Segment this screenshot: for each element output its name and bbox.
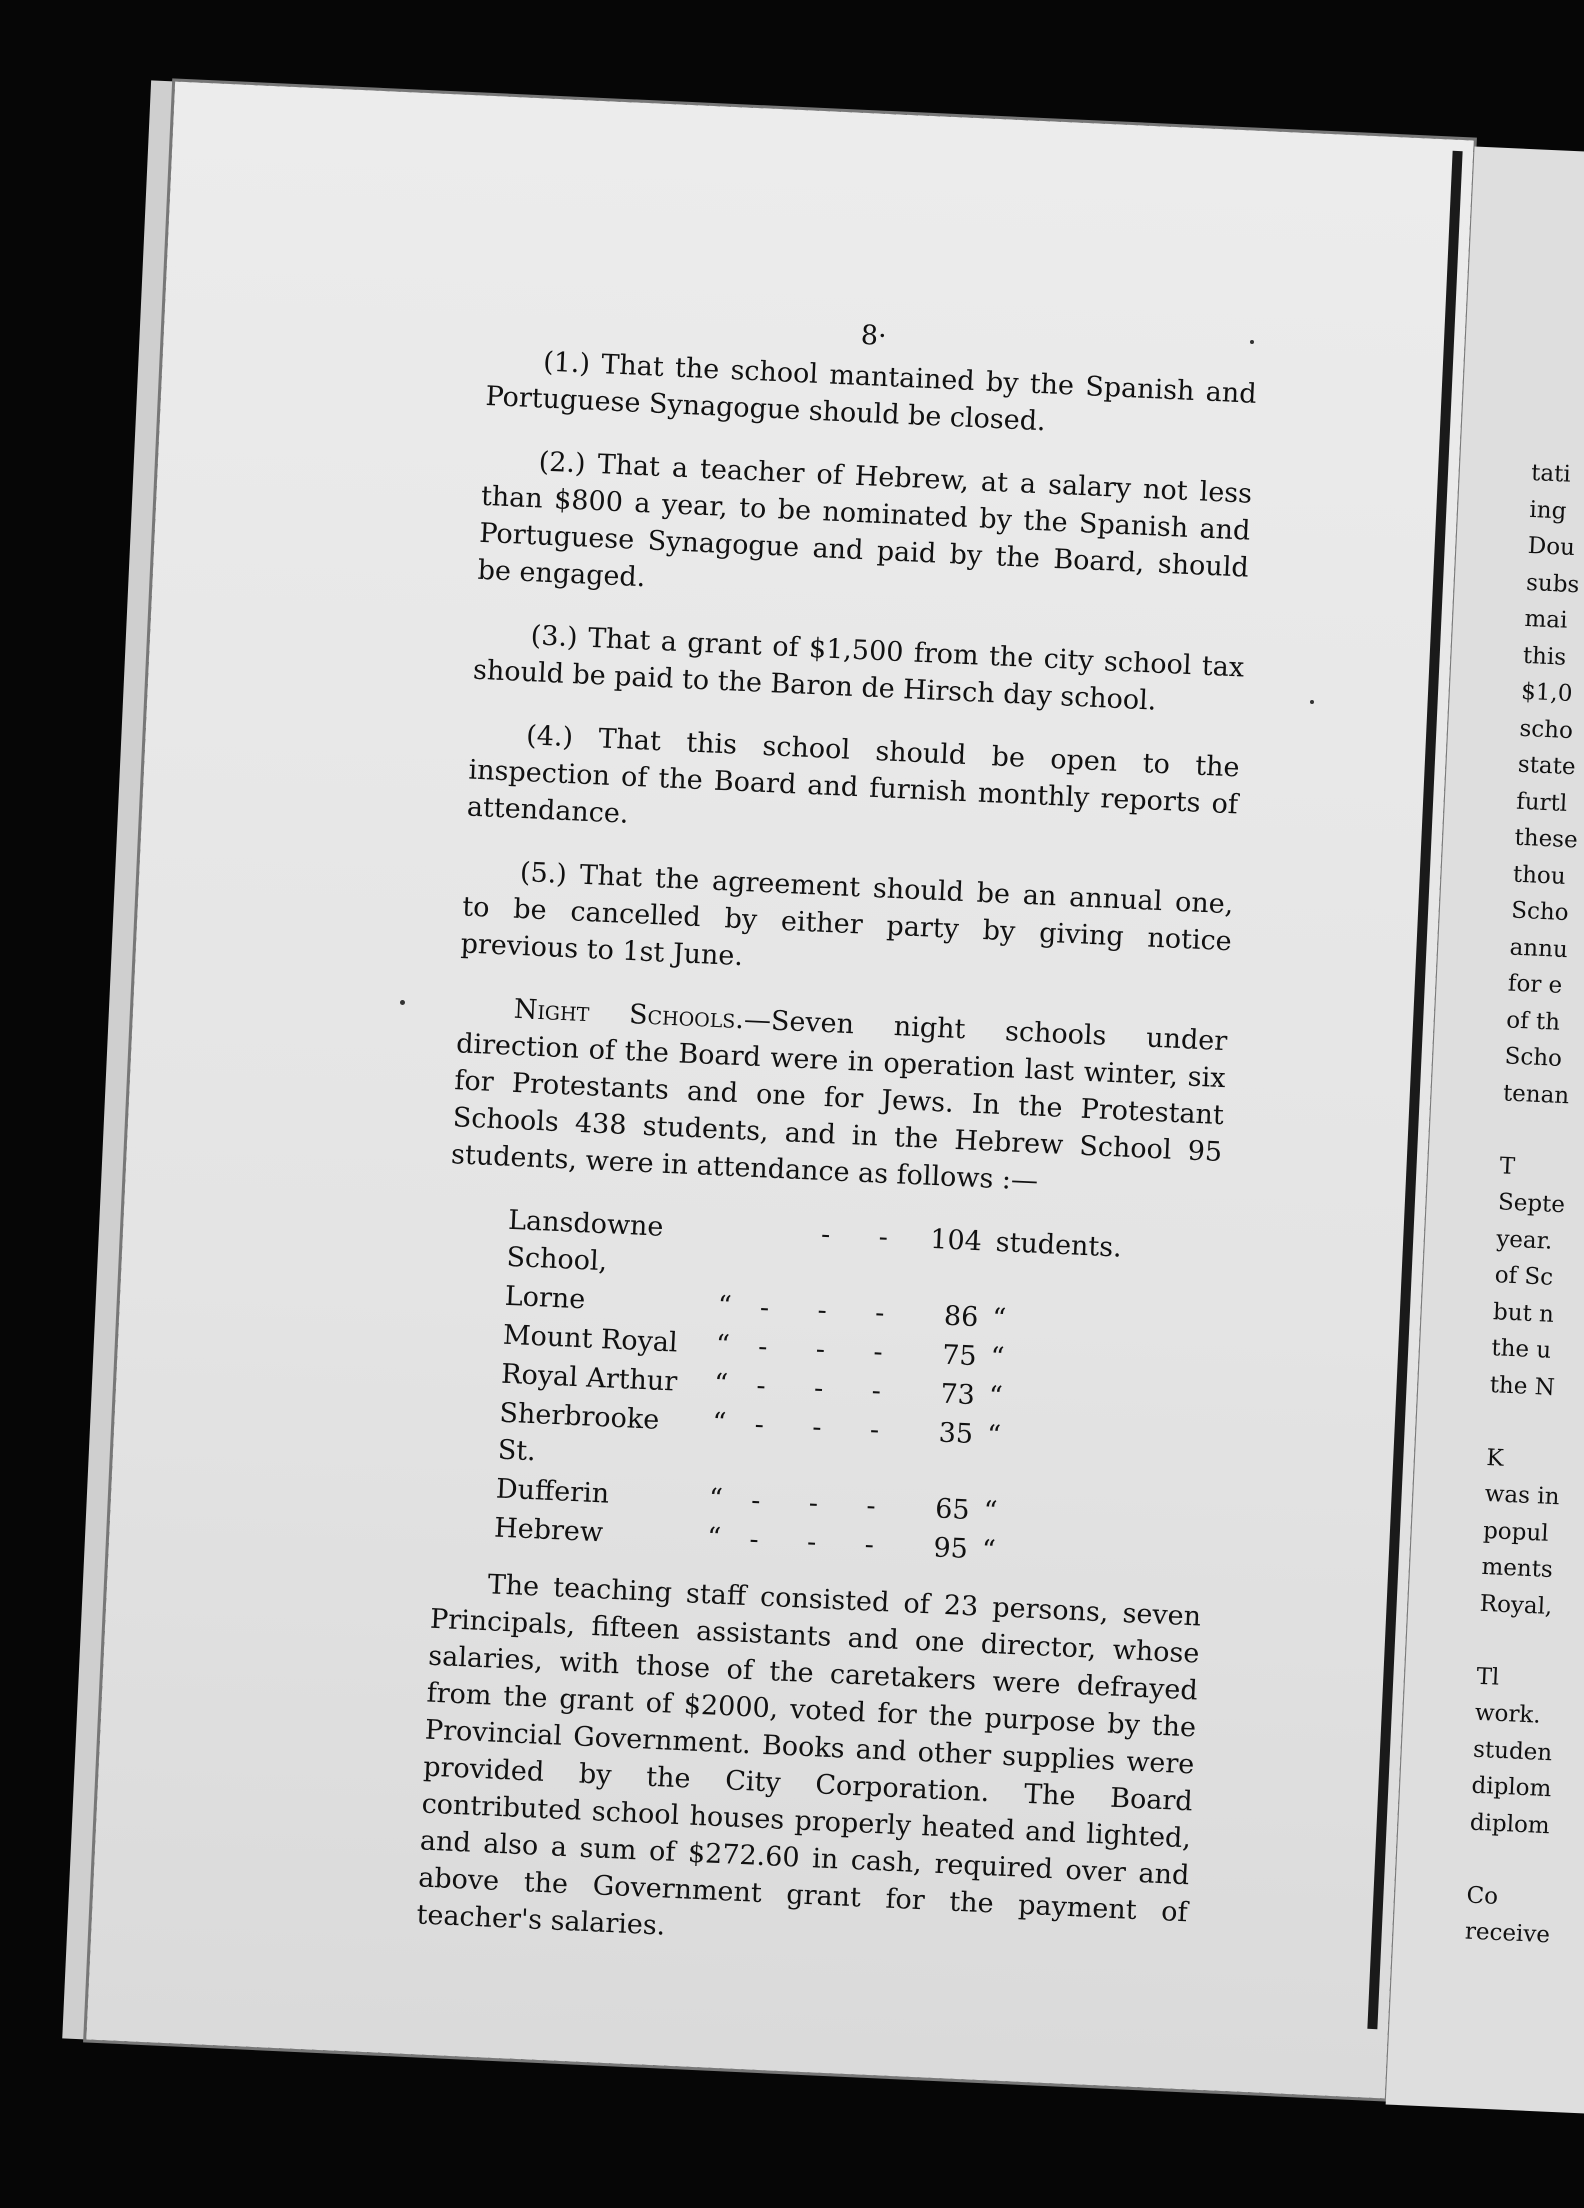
right-page-line: K <box>1485 1444 1505 1472</box>
student-count: 65 <box>934 1493 971 1526</box>
ditto-mark: “ <box>708 1483 724 1515</box>
right-page-line <box>1477 1622 1569 1663</box>
right-page-line: ments <box>1480 1553 1554 1584</box>
resolution-2: (2.) That a teacher of Hebrew, at a salary not less than $800 a year, to be nominated by the Spanish and Portuguese Synagogue and paid by the Board, should be engaged. <box>477 446 1253 594</box>
right-page-line: receive <box>1464 1918 1551 1949</box>
school-name: Lansdowne School, <box>505 1204 665 1278</box>
right-page-line: annu <box>1509 934 1569 963</box>
leader-dashes: - - <box>820 1218 909 1254</box>
leader-dashes: - - - <box>755 1370 902 1408</box>
school-name: Lorne <box>504 1280 586 1316</box>
attendance-table <box>493 1202 1126 1577</box>
student-count: 73 <box>939 1378 976 1412</box>
right-page-line: these <box>1514 824 1579 854</box>
right-page-line: this <box>1522 642 1567 671</box>
resolution-5: (5.) That the agreement should be an annual one, to be cancelled by either party by giving notice previous to 1st June. <box>460 856 1235 973</box>
resolution-4: (4.) That this school should be open to the inspection of the Board and furnish monthly reports of attendance. <box>466 720 1241 830</box>
right-page-line: Dou <box>1527 532 1576 562</box>
student-count: 35 <box>938 1417 974 1451</box>
right-page-line: Scho <box>1510 897 1570 927</box>
leader-dashes: - - - <box>759 1292 906 1330</box>
right-page-line: Co <box>1466 1882 1499 1910</box>
right-page-line: work. <box>1474 1699 1542 1729</box>
leader-dashes: - - - <box>748 1524 895 1562</box>
ditto-mark: “ <box>706 1522 722 1554</box>
staff-paragraph: The teaching staff consisted of 23 persons, seven Principals, fifteen assistants and one director, whose salaries, with those of the caretakers were defrayed from the grant of $2000, voted for the purpose by the Provincial Government. Books and other supplies were provided by the City Corporation. The Board contributed school houses properly heated and lighted, and also a sum of $272.60 in cash, required over and above the Government grant for the payment of teacher's salaries. <box>415 1569 1202 1942</box>
right-page-line: Septe <box>1497 1189 1566 1219</box>
right-page-line: T <box>1499 1152 1516 1180</box>
unit-label: “ <box>982 1495 999 1528</box>
unit-label: “ <box>981 1534 997 1567</box>
right-page-line: mai <box>1523 605 1568 634</box>
right-page-line: Royal, <box>1479 1590 1553 1620</box>
school-name: Mount Royal <box>502 1319 679 1359</box>
school-name: Royal Arthur <box>500 1358 678 1398</box>
right-page-line: of th <box>1505 1006 1561 1036</box>
student-count: 75 <box>941 1339 978 1373</box>
unit-label: “ <box>991 1302 1007 1335</box>
right-page-line: but n <box>1492 1298 1555 1328</box>
right-page-line: studen <box>1472 1736 1553 1766</box>
right-page-line: thou <box>1512 861 1567 890</box>
right-page-line: diplom <box>1469 1809 1551 1839</box>
leader-dashes: - - - <box>754 1409 900 1447</box>
right-page-line <box>1467 1841 1559 1882</box>
right-page-line: the N <box>1489 1371 1556 1401</box>
right-page-line: ing <box>1528 496 1567 525</box>
ditto-mark <box>695 1210 758 1289</box>
school-name: Hebrew <box>493 1512 604 1549</box>
leader-dashes: - - - <box>750 1485 897 1523</box>
student-count: 95 <box>932 1532 969 1565</box>
unit-label: students. <box>995 1226 1123 1264</box>
scan-speck <box>1310 700 1314 704</box>
unit-label: “ <box>989 1341 1006 1374</box>
right-page-line: was in <box>1484 1480 1561 1511</box>
right-page-line: state <box>1517 751 1577 781</box>
ditto-mark: “ <box>711 1407 727 1439</box>
school-name: Dufferin <box>495 1473 610 1510</box>
ditto-mark: “ <box>715 1329 731 1361</box>
right-page-line: $1,0 <box>1520 678 1574 708</box>
right-page-line: tenan <box>1502 1079 1570 1109</box>
right-page-line: diplom <box>1470 1772 1552 1803</box>
right-page-line: tati <box>1530 459 1572 488</box>
right-page-line: year. <box>1495 1225 1554 1255</box>
night-schools-body: —Seven night schools under direction of the Board were in operation last winter, six for Protestants and one for Jews. In the Protestant Schools 438 students, and in the Hebrew School 95 students, were in attendance as follows :— <box>450 1004 1228 1197</box>
page-body <box>416 300 1259 1968</box>
right-page-line: Scho <box>1504 1043 1563 1072</box>
right-page-line: subs <box>1525 569 1580 598</box>
unit-label: “ <box>986 1419 1002 1452</box>
resolution-3: (3.) That a grant of $1,500 from the city school tax should be paid to the Baron de Hirsch day school. <box>472 620 1245 717</box>
right-page-line: popul <box>1482 1517 1550 1547</box>
leader-dashes: - - - <box>757 1331 904 1369</box>
school-name: Sherbrooke St. <box>497 1397 660 1468</box>
right-page-line: the u <box>1490 1335 1552 1364</box>
page-number: 8· <box>860 319 888 353</box>
night-schools-paragraph <box>450 988 1228 1208</box>
right-page-line <box>1487 1403 1579 1444</box>
student-count: 104 <box>929 1223 983 1258</box>
right-page-line <box>1501 1111 1584 1152</box>
right-page-line: of Sc <box>1494 1262 1554 1291</box>
ditto-mark: “ <box>713 1368 729 1400</box>
right-page-line: furtl <box>1515 788 1568 817</box>
ditto-mark: “ <box>716 1290 733 1322</box>
right-page-line: scho <box>1519 715 1574 744</box>
student-count: 86 <box>943 1300 980 1334</box>
unit-label: “ <box>988 1380 1004 1413</box>
right-page-line: for e <box>1507 970 1563 999</box>
scan-speck <box>1250 340 1254 344</box>
night-schools-heading: Night Schools. <box>513 993 745 1036</box>
right-page-line: Tl <box>1475 1663 1500 1691</box>
scan-speck <box>400 1000 405 1005</box>
resolution-1: (1.) That the school mantained by the Spanish and Portuguese Synagogue should be closed. <box>484 346 1258 438</box>
